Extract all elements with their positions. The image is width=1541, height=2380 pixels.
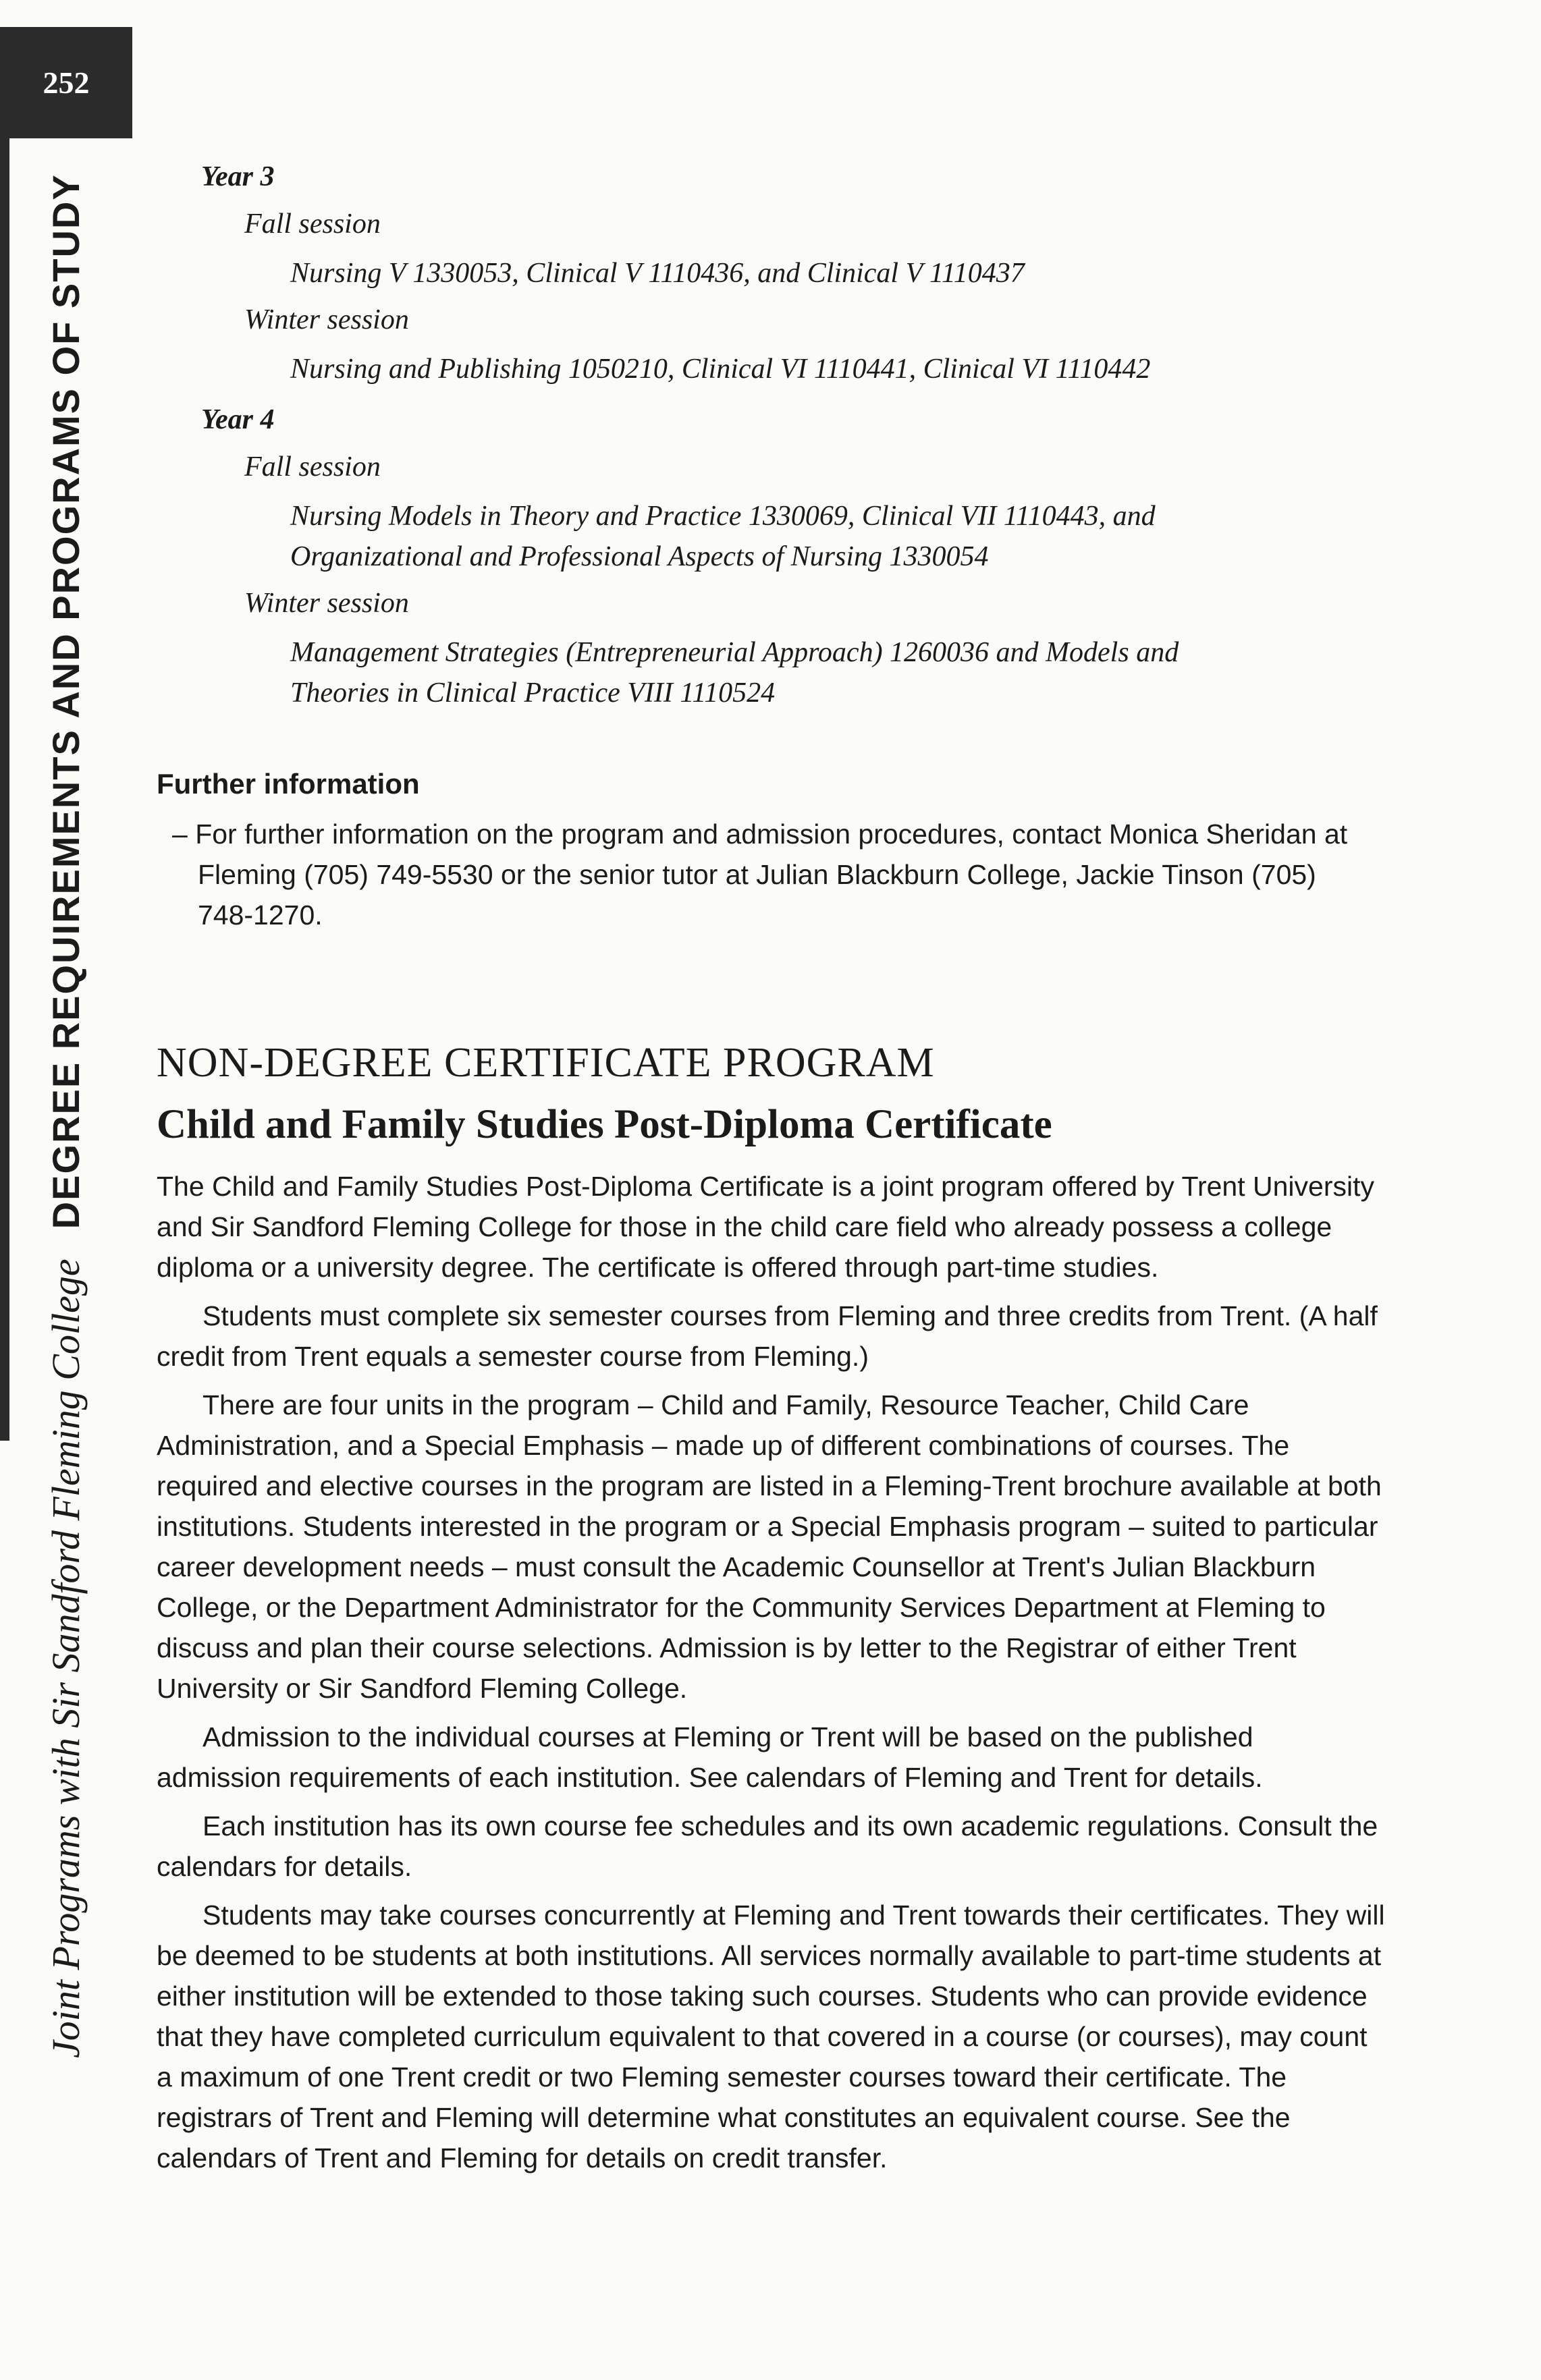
year-4-winter-courses-line2: Theories in Clinical Practice VIII 1110524 [290,677,776,709]
year-3-fall-courses: Nursing V 1330053, Clinical V 1110436, and Clinical V 1110437 [290,258,1025,289]
year-4-fall-courses-line1: Nursing Models in Theory and Practice 1330069, Clinical VII 1110443, and [290,501,1156,532]
year-4-fall-courses-line2: Organizational and Professional Aspects of Nursing 1330054 [290,541,989,572]
page-number: 252 [0,27,132,138]
year-4-fall-label: Fall session [244,451,381,482]
year-3-label: Year 3 [201,161,275,192]
year-3-winter-courses: Nursing and Publishing 1050210, Clinical VI 1110441, Clinical VI 1110442 [290,354,1151,385]
year-4-label: Year 4 [201,404,275,435]
side-running-head [28,67,103,2058]
section-subheading: Child and Family Studies Post-Diploma Certificate [157,1102,1052,1147]
year-4-winter-courses-line1: Management Strategies (Entrepreneurial Approach) 1260036 and Models and [290,637,1179,668]
year-3-winter-label: Winter session [244,304,409,335]
paragraph: Admission to the individual courses at Fleming or Trent will be based on the published admission requirements of each institution. See calendars of Fleming and Trent for details. [157,1721,1263,1793]
section-heading: NON-DEGREE CERTIFICATE PROGRAM [157,1040,935,1086]
certificate-body [157,1166,1385,2186]
side-bar-decoration [0,138,9,1441]
paragraph: Students may take courses concurrently at Fleming and Trent towards their certificates. They will be deemed to be students at both institutions. All services normally available to part-time students at either institution will be extended to those taking such courses. Students who can provide evidence that they have completed curriculum equivalent to that covered in a course (or courses), may count a maximum of one Trent credit or two Fleming semester courses toward their certificate. The registrars of Trent and Fleming will determine what constitutes an equivalent course. See the calendars of Trent and Fleming for details on credit transfer. [157,1900,1385,2174]
year-3-fall-label: Fall session [244,209,381,240]
further-information-text: – For further information on the program and admission procedures, contact Monica Sheridan at Fleming (705) 749-5530 or the senior tutor at Julian Blackburn College, Jackie Tinson (705) 748-1270. [172,819,1348,931]
paragraph: Students must complete six semester courses from Fleming and three credits from Trent. (A half credit from Trent equals a semester course from Fleming.) [157,1300,1378,1372]
running-head-italic: Joint Programs with Sir Sandford Fleming College [43,1258,88,2058]
running-head-caps: DEGREE REQUIREMENTS AND PROGRAMS OF STUDY [44,173,87,1229]
paragraph: There are four units in the program – Child and Family, Resource Teacher, Child Care Administration, and a Special Emphasis – made up of different combinations of courses. The required and elective courses in the program are listed in a Fleming-Trent brochure available at both institutions. Students interested in the program or a Special Emphasis program – suited to particular career development needs – must consult the Academic Counsellor at Trent's Julian Blackburn College, or the Department Administrator for the Community Services Department at Fleming to discuss and plan their course selections. Admission is by letter to the Registrar of either Trent University or Sir Sandford Fleming College. [157,1389,1382,1704]
paragraph: Each institution has its own course fee schedules and its own academic regulations. Consult the calendars for details. [157,1810,1378,1882]
paragraph: The Child and Family Studies Post-Diploma Certificate is a joint program offered by Trent University and Sir Sandford Fleming College for those in the child care field who already possess a college diploma or a university degree. The certificate is offered through part-time studies. [157,1171,1374,1283]
further-information-heading: Further information [157,768,420,800]
year-4-winter-label: Winter session [244,588,409,619]
